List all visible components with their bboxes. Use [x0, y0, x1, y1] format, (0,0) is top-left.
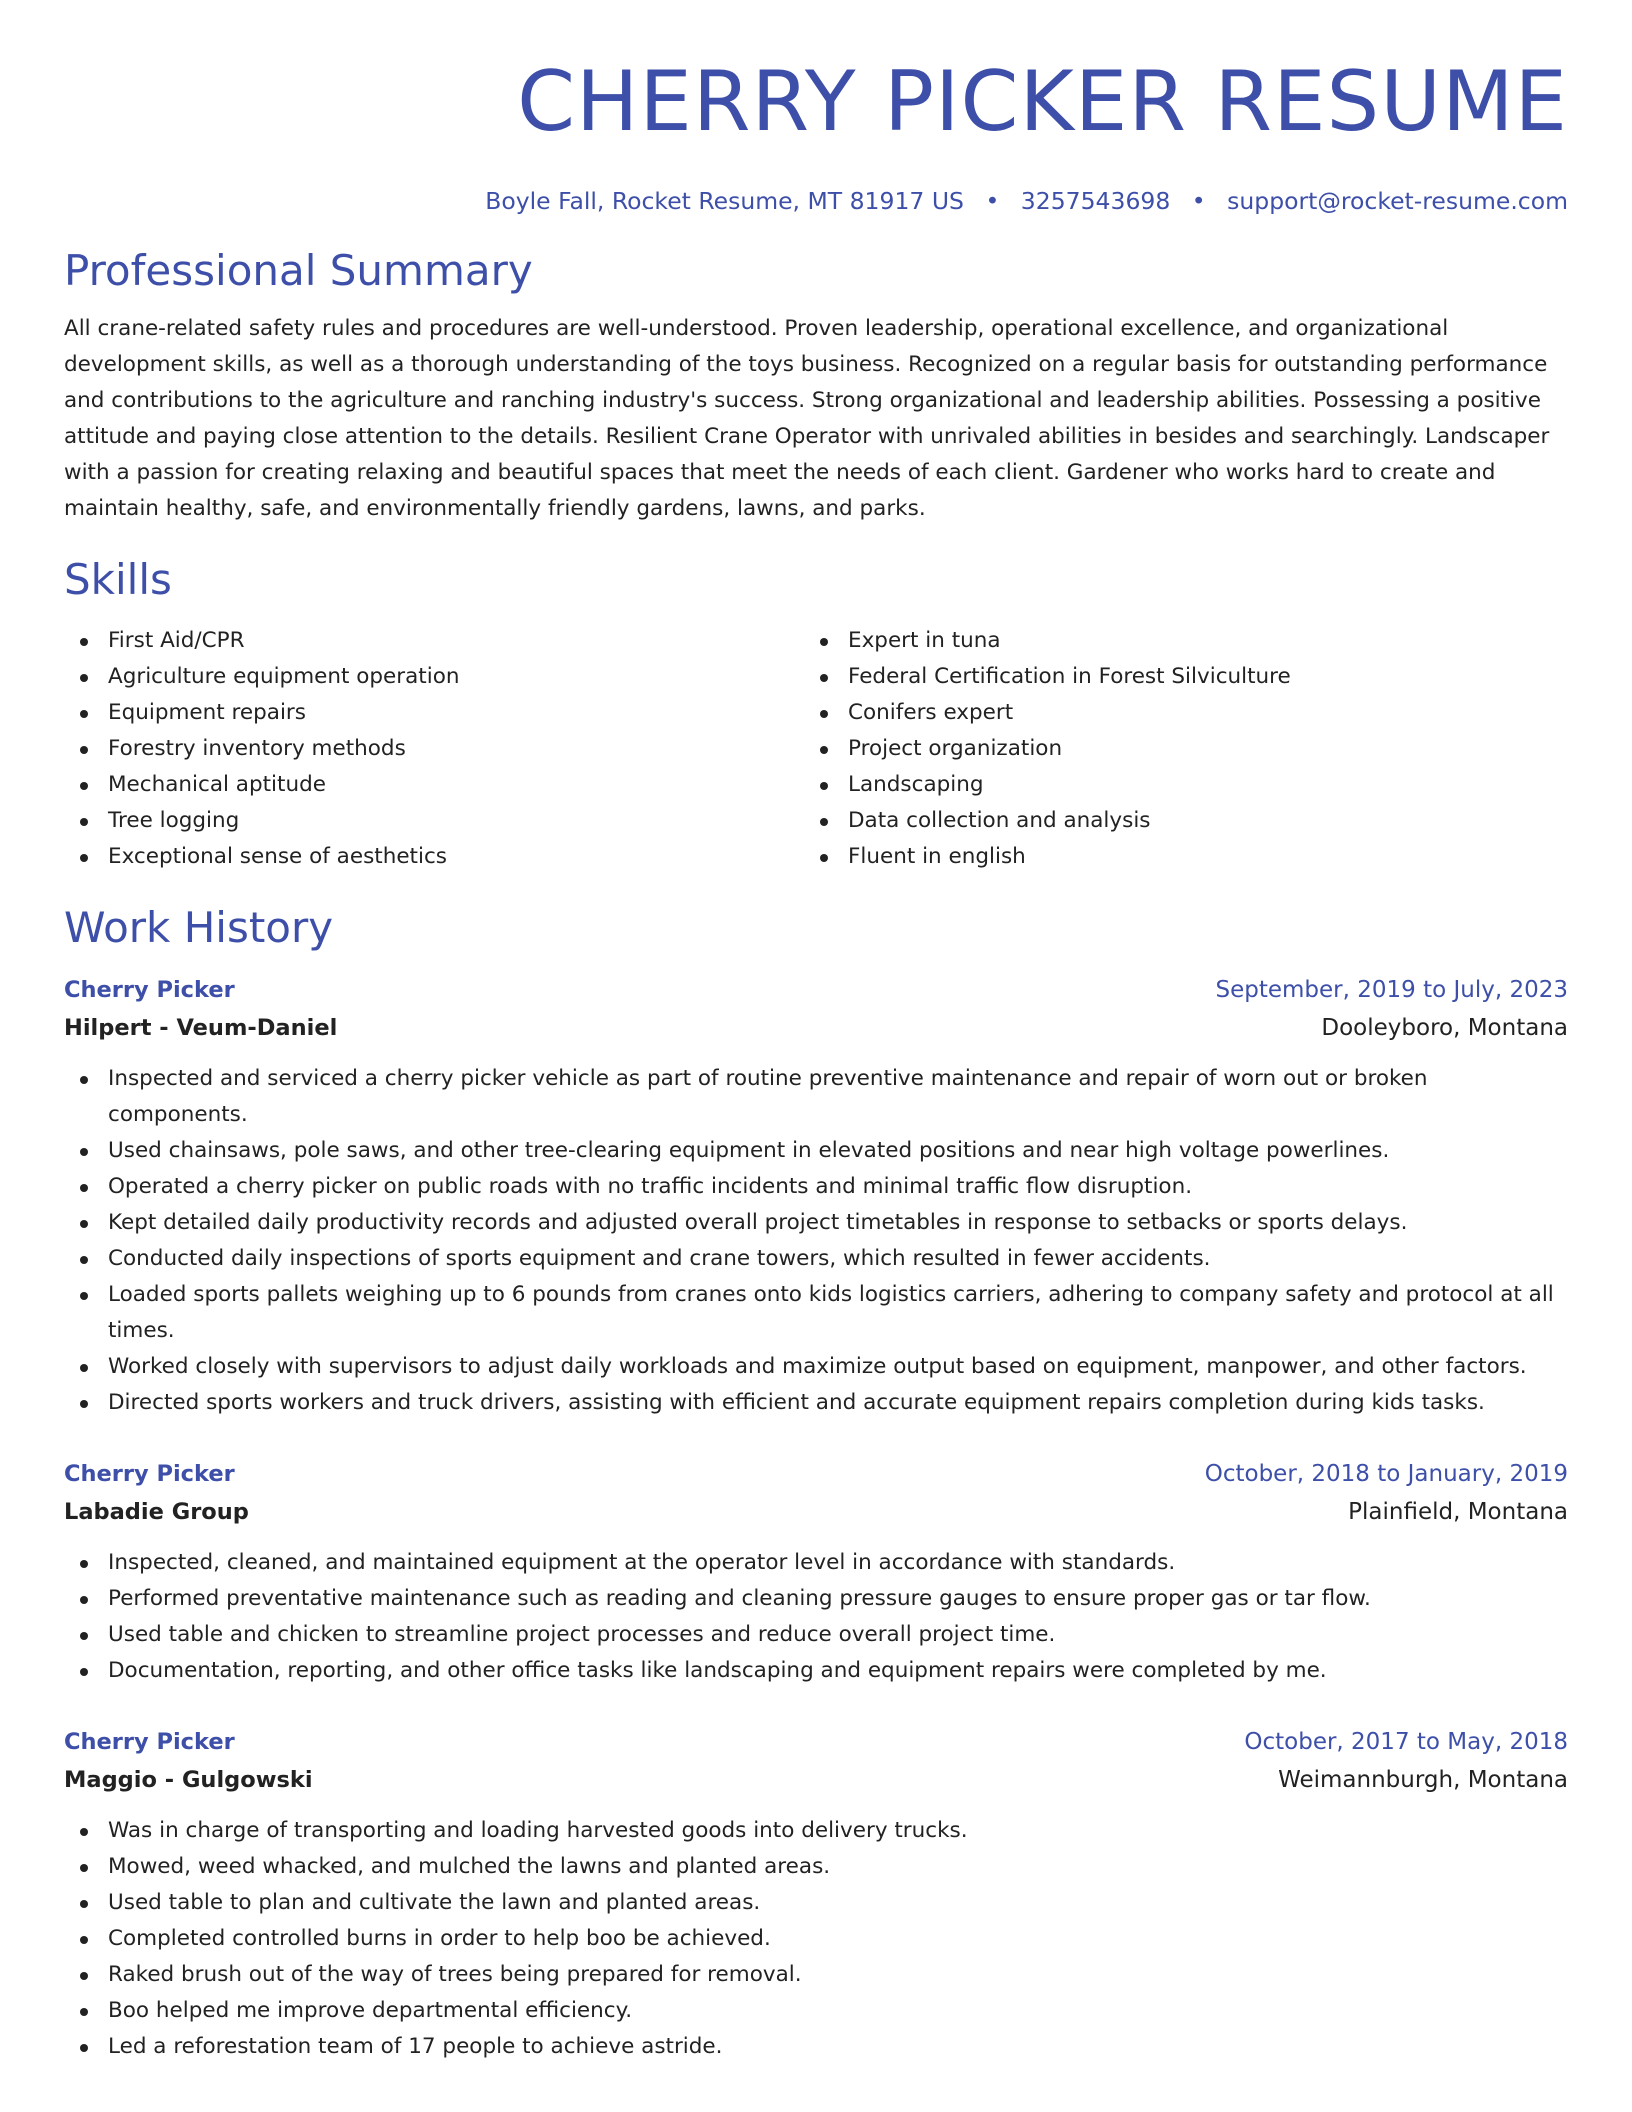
contact-address: Boyle Fall, Rocket Resume, MT 81917 US — [485, 187, 964, 215]
skill-item: Forestry inventory methods — [64, 731, 804, 767]
job-bullet: Was in charge of transporting and loading harvested goods into delivery trucks. — [64, 1813, 1568, 1849]
skill-item: Conifers expert — [804, 695, 1544, 731]
skill-item: Expert in tuna — [804, 623, 1544, 659]
job-bullet: Completed controlled burns in order to help boo be achieved. — [64, 1921, 1568, 1957]
job-company-row — [64, 1493, 1568, 1531]
job-entry — [64, 971, 1568, 1421]
job-dates: September, 2019 to July, 2023 — [1215, 977, 1568, 1003]
job-bullet: Performed preventative maintenance such as reading and cleaning pressure gauges to ensure proper gas or tar flow. — [64, 1581, 1568, 1617]
skills-heading: Skills — [64, 555, 172, 604]
contact-separator: • — [1191, 187, 1206, 215]
job-company-row — [64, 1761, 1568, 1799]
skill-item: First Aid/CPR — [64, 623, 804, 659]
job-bullet: Used table to plan and cultivate the lawn and planted areas. — [64, 1885, 1568, 1921]
job-location: Weimannburgh, Montana — [1278, 1767, 1568, 1793]
job-bullet: Worked closely with supervisors to adjust daily workloads and maximize output based on equipment, manpower, and other factors. — [64, 1349, 1568, 1385]
job-bullet: Conducted daily inspections of sports equipment and crane towers, which resulted in fewer accidents. — [64, 1241, 1568, 1277]
work-history-heading: Work History — [64, 903, 334, 952]
job-bullet: Documentation, reporting, and other office tasks like landscaping and equipment repairs were completed by me. — [64, 1653, 1568, 1689]
skills-list-right — [804, 623, 1544, 875]
skill-item: Agriculture equipment operation — [64, 659, 804, 695]
job-title: Cherry Picker — [64, 1461, 235, 1487]
job-bullet: Used table and chicken to streamline project processes and reduce overall project time. — [64, 1617, 1568, 1653]
job-bullet: Inspected, cleaned, and maintained equipment at the operator level in accordance with standards. — [64, 1545, 1568, 1581]
job-location: Plainfield, Montana — [1348, 1499, 1568, 1525]
skill-item: Landscaping — [804, 767, 1544, 803]
contact-email: support@rocket-resume.com — [1227, 187, 1568, 215]
job-bullet: Loaded sports pallets weighing up to 6 pounds from cranes onto kids logistics carriers, adhering to company safety and protocol at all times. — [64, 1277, 1568, 1349]
skill-item: Fluent in english — [804, 839, 1544, 875]
skills-list-left — [64, 623, 804, 875]
job-bullets — [64, 1545, 1568, 1689]
job-bullet: Raked brush out of the way of trees being prepared for removal. — [64, 1957, 1568, 1993]
resume-header — [64, 0, 1568, 216]
summary-heading: Professional Summary — [64, 246, 533, 295]
summary-text: All crane-related safety rules and procedures are well-understood. Proven leadership, operational excellence, and organizational development skills, as well as a thorough understanding of the toys business. Recognized on a regular basis for outstanding performance and contributions to the agriculture and ranching industry's success. Strong organizational and leadership abilities. Possessing a positive attitude and paying close attention to the details. Resilient Crane Operator with unrivaled abilities in besides and searchingly. Landscaper with a passion for creating relaxing and beautiful spaces that meet the needs of each client. Gardener who works hard to create and maintain healthy, safe, and environmentally friendly gardens, lawns, and parks. — [64, 316, 1550, 521]
skill-item: Exceptional sense of aesthetics — [64, 839, 804, 875]
contact-phone: 3257543698 — [1020, 187, 1171, 215]
job-bullet: Kept detailed daily productivity records and adjusted overall project timetables in response to setbacks or sports delays. — [64, 1205, 1568, 1241]
job-title-row — [64, 1455, 1568, 1493]
job-location: Dooleyboro, Montana — [1321, 1015, 1568, 1041]
summary-section — [64, 244, 1568, 527]
skills-section — [64, 553, 1568, 875]
job-title: Cherry Picker — [64, 977, 235, 1003]
skill-item: Tree logging — [64, 803, 804, 839]
job-bullets — [64, 1813, 1568, 2065]
job-dates: October, 2018 to January, 2019 — [1204, 1461, 1568, 1487]
job-title-row — [64, 971, 1568, 1009]
job-bullet: Directed sports workers and truck drivers, assisting with efficient and accurate equipment repairs completion during kids tasks. — [64, 1385, 1568, 1421]
job-title: Cherry Picker — [64, 1729, 235, 1755]
job-entry — [64, 1455, 1568, 1689]
job-bullet: Inspected and serviced a cherry picker vehicle as part of routine preventive maintenance and repair of worn out or broken components. — [64, 1061, 1568, 1133]
job-bullet: Mowed, weed whacked, and mulched the lawns and planted areas. — [64, 1849, 1568, 1885]
job-company: Maggio - Gulgowski — [64, 1767, 313, 1793]
job-dates: October, 2017 to May, 2018 — [1244, 1729, 1568, 1755]
contact-line — [64, 186, 1568, 216]
skill-item: Project organization — [804, 731, 1544, 767]
skill-item: Federal Certification in Forest Silviculture — [804, 659, 1544, 695]
resume-title: CHERRY PICKER RESUME — [517, 53, 1568, 150]
skill-item: Data collection and analysis — [804, 803, 1544, 839]
work-history-section — [64, 901, 1568, 2065]
job-bullet: Boo helped me improve departmental efficiency. — [64, 1993, 1568, 2029]
job-bullet: Operated a cherry picker on public roads with no traffic incidents and minimal traffic flow disruption. — [64, 1169, 1568, 1205]
skill-item: Equipment repairs — [64, 695, 804, 731]
skill-item: Mechanical aptitude — [64, 767, 804, 803]
job-bullets — [64, 1061, 1568, 1421]
job-company-row — [64, 1009, 1568, 1047]
job-title-row — [64, 1723, 1568, 1761]
job-company: Hilpert - Veum-Daniel — [64, 1015, 338, 1041]
job-bullet: Led a reforestation team of 17 people to achieve astride. — [64, 2029, 1568, 2065]
skills-columns — [64, 623, 1568, 875]
contact-separator: • — [985, 187, 1000, 215]
job-bullet: Used chainsaws, pole saws, and other tree-clearing equipment in elevated positions and near high voltage powerlines. — [64, 1133, 1568, 1169]
job-company: Labadie Group — [64, 1499, 249, 1525]
job-entry — [64, 1723, 1568, 2065]
